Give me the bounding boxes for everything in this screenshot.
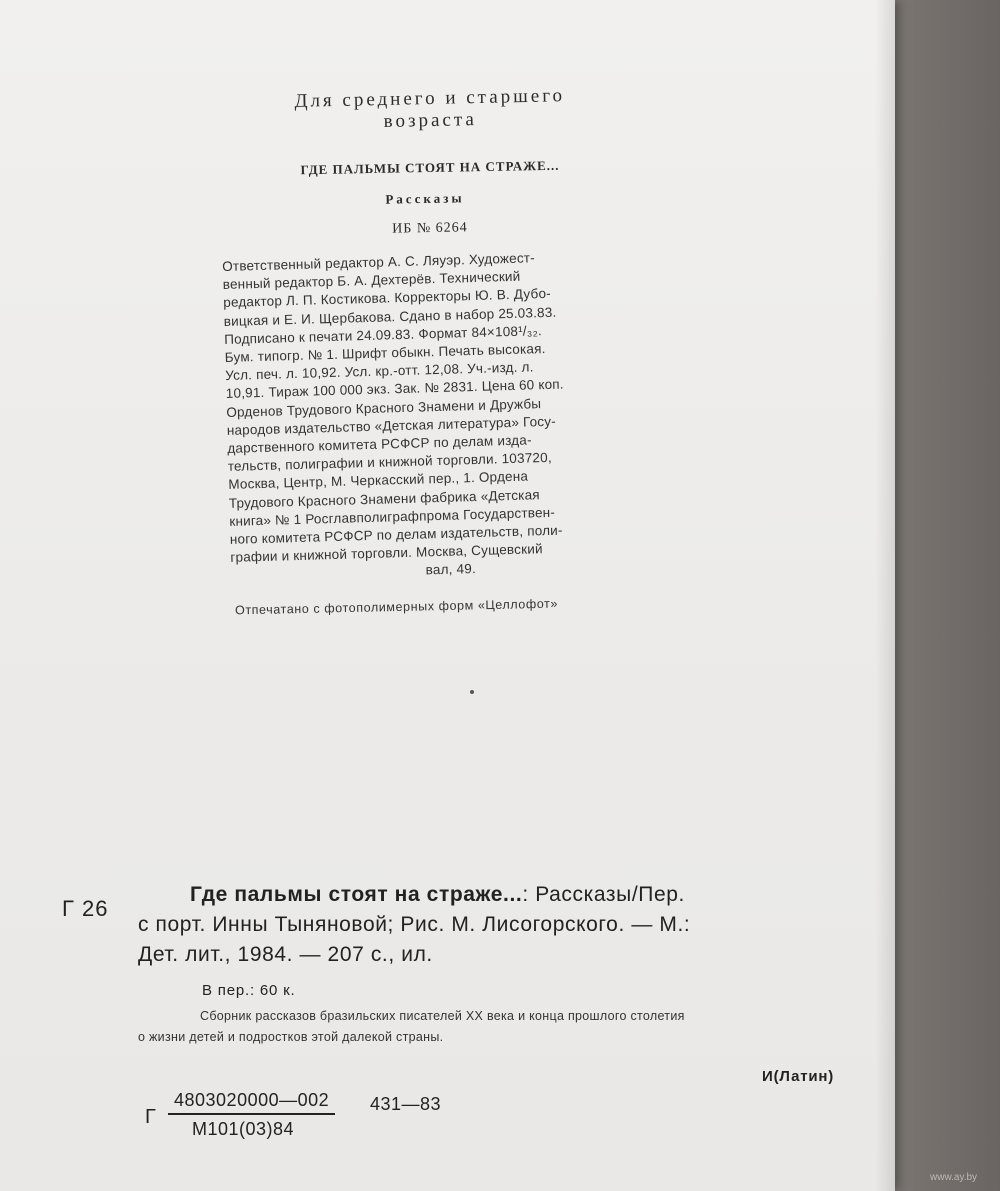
imprint-line: Москва, Центр, М. Черкасский пер., 1. Ордена	[228, 468, 529, 493]
imprint-line: венный редактор Б. А. Дехтерёв. Технический	[222, 268, 521, 293]
catalog-line-3: Дет. лит., 1984. — 207 с., ил.	[138, 943, 433, 966]
code-letter: Г	[145, 1106, 156, 1128]
imprint-line: вицкая и Е. И. Щербакова. Сдано в набор 25.03.83.	[223, 304, 557, 329]
imprint-line: тельств, полиграфии и книжной торговли. 103720,	[227, 450, 552, 475]
printing-note: Отпечатано с фотополимерных форм «Целлофот»	[234, 596, 559, 618]
book-title-caps: ГДЕ ПАЛЬМЫ СТОЯТ НА СТРАЖЕ...	[300, 157, 560, 178]
imprint-line: Ответственный редактор А. С. Ляуэр. Художест-	[222, 250, 536, 274]
imprint-line: Орденов Трудового Красного Знамени и Дружбы	[226, 395, 542, 420]
annotation	[138, 1006, 868, 1048]
imprint-line: ного комитета РСФСР по делам издательств, поли-	[229, 522, 563, 547]
imprint-line: Подписано к печати 24.09.83. Формат 84×108¹/₃₂.	[224, 322, 543, 347]
ib-number: ИБ № 6264	[392, 220, 468, 237]
code-denominator: М101(03)84	[192, 1119, 295, 1139]
page-edge-shadow	[875, 0, 895, 1191]
audience-line-2: возраста	[383, 109, 478, 132]
catalog-index: Г 26	[62, 896, 109, 921]
audience-line-1: Для среднего и старшего	[294, 85, 566, 112]
imprint-line: Трудового Красного Знамени фабрика «Детская	[228, 486, 540, 511]
annotation-line-1: Сборник рассказов бразильских писателей XX века и конца прошлого столетия	[200, 1009, 685, 1023]
annotation-line-2: о жизни детей и подростков этой далекой страны.	[138, 1030, 444, 1044]
catalog-line-2: с порт. Инны Тыняновой; Рис. М. Лисогорского. — М.:	[138, 913, 691, 936]
code-numerator: 4803020000—002	[168, 1090, 335, 1115]
genre-label: Рассказы	[385, 190, 465, 207]
catalog-code-fraction	[168, 1090, 335, 1140]
imprint-line: народов издательство «Детская литература» Госу-	[226, 413, 557, 438]
imprint-line: Бум. типогр. № 1. Шрифт обыкн. Печать высокая.	[224, 341, 546, 365]
imprint-line: дарственного комитета РСФСР по делам изда-	[227, 432, 532, 456]
imprint-line: редактор Л. П. Костикова. Корректоры Ю. В. Дубо-	[223, 286, 552, 311]
price-line: В пер.: 60 к.	[202, 982, 296, 999]
audience-note	[180, 83, 681, 137]
imprint-line: Усл. печ. л. 10,92. Усл. кр.-отт. 12,08. Уч.-изд. л.	[225, 359, 534, 384]
imprint-line: книга» № 1 Росглавполиграфпрома Государствен-	[229, 504, 556, 529]
imprint-block	[222, 246, 671, 586]
catalog-record	[138, 880, 878, 970]
imprint-line: графии и книжной торговли. Москва, Сущевский	[230, 541, 543, 566]
catalog-line-1	[138, 880, 878, 910]
watermark: www.ay.by	[930, 1172, 978, 1183]
catalog-title: Где пальмы стоят на страже...	[190, 883, 523, 906]
imprint-last-line: вал, 49.	[425, 561, 477, 578]
code-right: 431—83	[370, 1094, 442, 1114]
ink-dot	[470, 690, 474, 694]
catalog-line-1-rest: : Рассказы/Пер.	[522, 883, 685, 906]
language-mark: И(Латин)	[762, 1068, 835, 1085]
imprint-line: 10,91. Тираж 100 000 экз. Зак. № 2831. Цена 60 коп.	[225, 376, 564, 402]
